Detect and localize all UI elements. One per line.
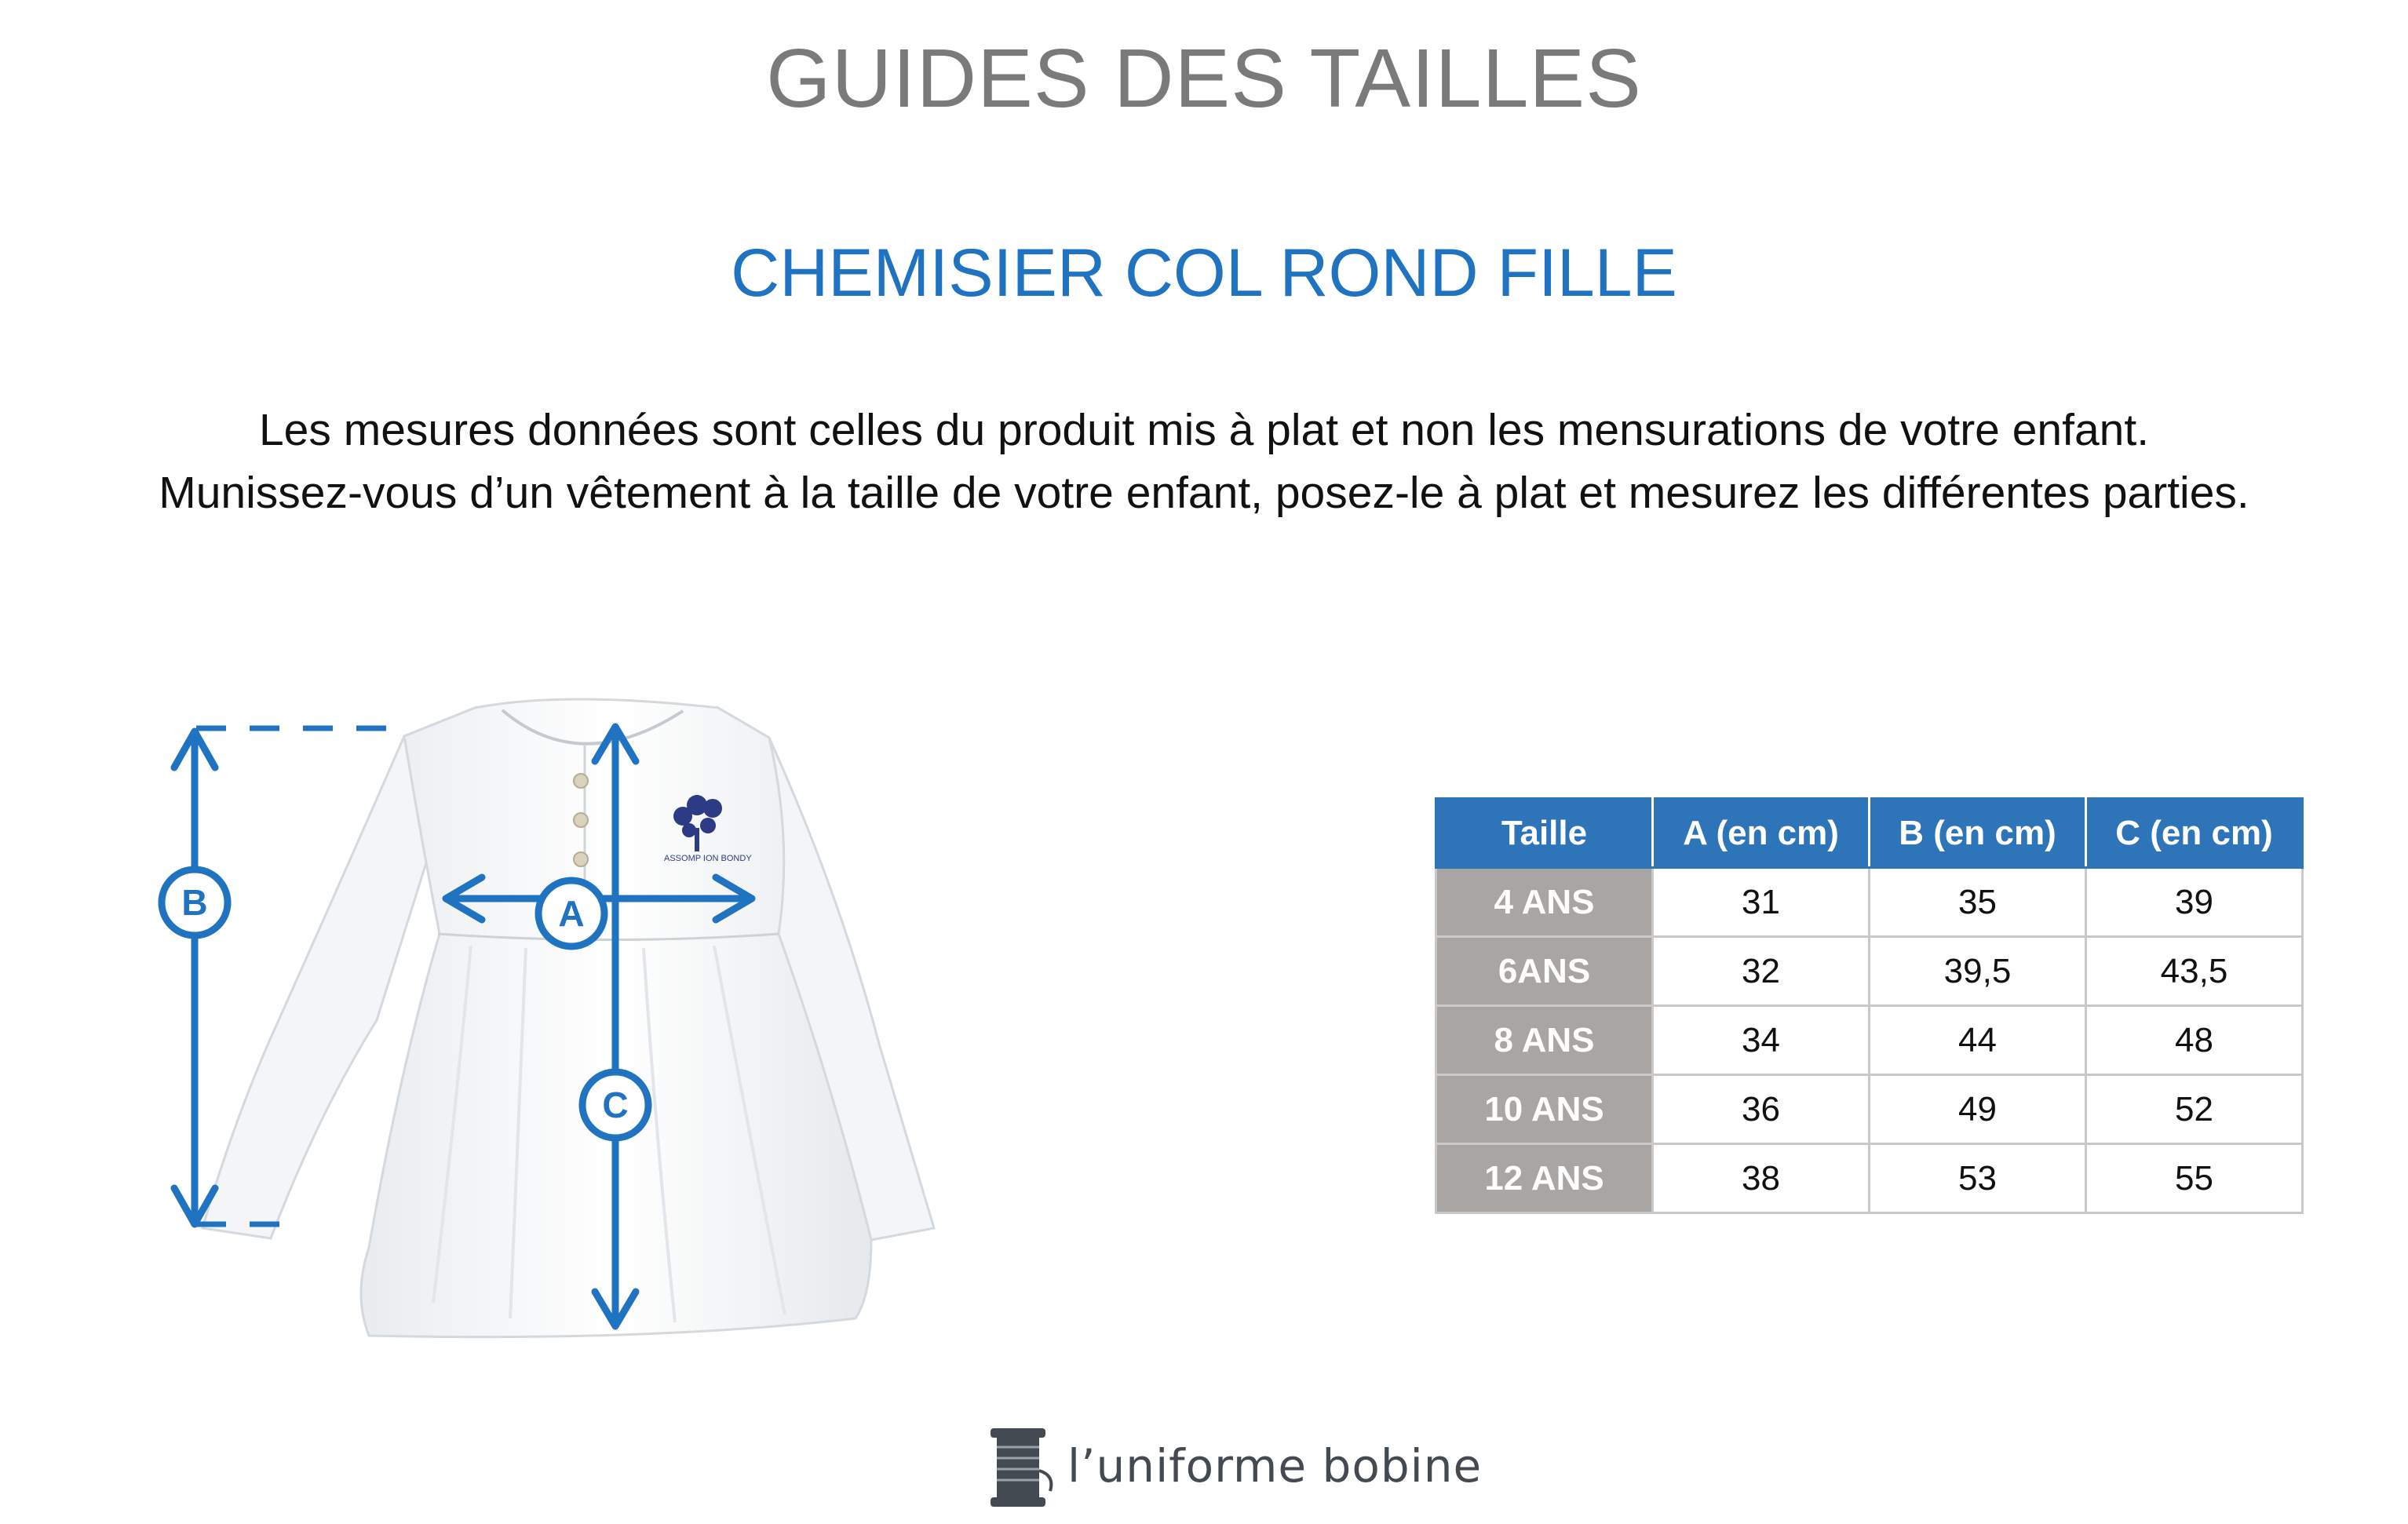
marker-a-label: A: [558, 893, 585, 934]
value-c: 39: [2086, 868, 2303, 937]
instructions-line-2: Munissez-vous d’un vêtement à la taille de votre enfant, posez-le à plat et mesurez les différentes parties.: [159, 468, 2249, 518]
value-a: 36: [1653, 1075, 1870, 1144]
value-b: 53: [1870, 1144, 2086, 1213]
product-title: CHEMISIER COL ROND FILLE: [731, 235, 1677, 311]
header-taille: Taille: [1436, 799, 1653, 868]
size-label: 4 ANS: [1436, 868, 1653, 937]
value-a: 31: [1653, 868, 1870, 937]
table-header-row: [1436, 799, 2303, 868]
blouse-illustration: [202, 699, 934, 1337]
table-row: [1436, 1144, 2303, 1213]
size-label: 10 ANS: [1436, 1075, 1653, 1144]
header-b: B (en cm): [1870, 799, 2086, 868]
button: [574, 852, 588, 866]
table-row: [1436, 937, 2303, 1006]
header-c: C (en cm): [2086, 799, 2303, 868]
size-table: [1435, 797, 2304, 1214]
button: [574, 774, 588, 788]
marker-b-label: B: [181, 882, 208, 923]
value-b: 35: [1870, 868, 2086, 937]
table-row: [1436, 1075, 2303, 1144]
table-row: [1436, 1006, 2303, 1075]
table-row: [1436, 868, 2303, 937]
value-b: 49: [1870, 1075, 2086, 1144]
brand-logo: [983, 1424, 1483, 1510]
instructions-line-1: Les mesures données sont celles du produit mis à plat et non les mensurations de votre enfant.: [258, 405, 2150, 455]
blouse-measurement-diagram: [141, 675, 973, 1350]
marker-c-label: C: [602, 1085, 629, 1125]
page-title: GUIDES DES TAILLES: [766, 32, 1642, 125]
value-b: 39,5: [1870, 937, 2086, 1006]
bobbin-icon: [983, 1424, 1061, 1510]
brand-name: l’uniforme bobine: [1067, 1439, 1483, 1493]
value-a: 34: [1653, 1006, 1870, 1075]
header-a: A (en cm): [1653, 799, 1870, 868]
size-label: 12 ANS: [1436, 1144, 1653, 1213]
size-label: 6ANS: [1436, 937, 1653, 1006]
value-a: 38: [1653, 1144, 1870, 1213]
value-b: 44: [1870, 1006, 2086, 1075]
value-c: 52: [2086, 1075, 2303, 1144]
size-label: 8 ANS: [1436, 1006, 1653, 1075]
value-a: 32: [1653, 937, 1870, 1006]
embroidery-text: ASSOMP ION BONDY: [664, 854, 752, 863]
instructions: [0, 399, 2408, 524]
value-c: 48: [2086, 1006, 2303, 1075]
value-c: 55: [2086, 1144, 2303, 1213]
button: [574, 813, 588, 827]
value-c: 43,5: [2086, 937, 2303, 1006]
